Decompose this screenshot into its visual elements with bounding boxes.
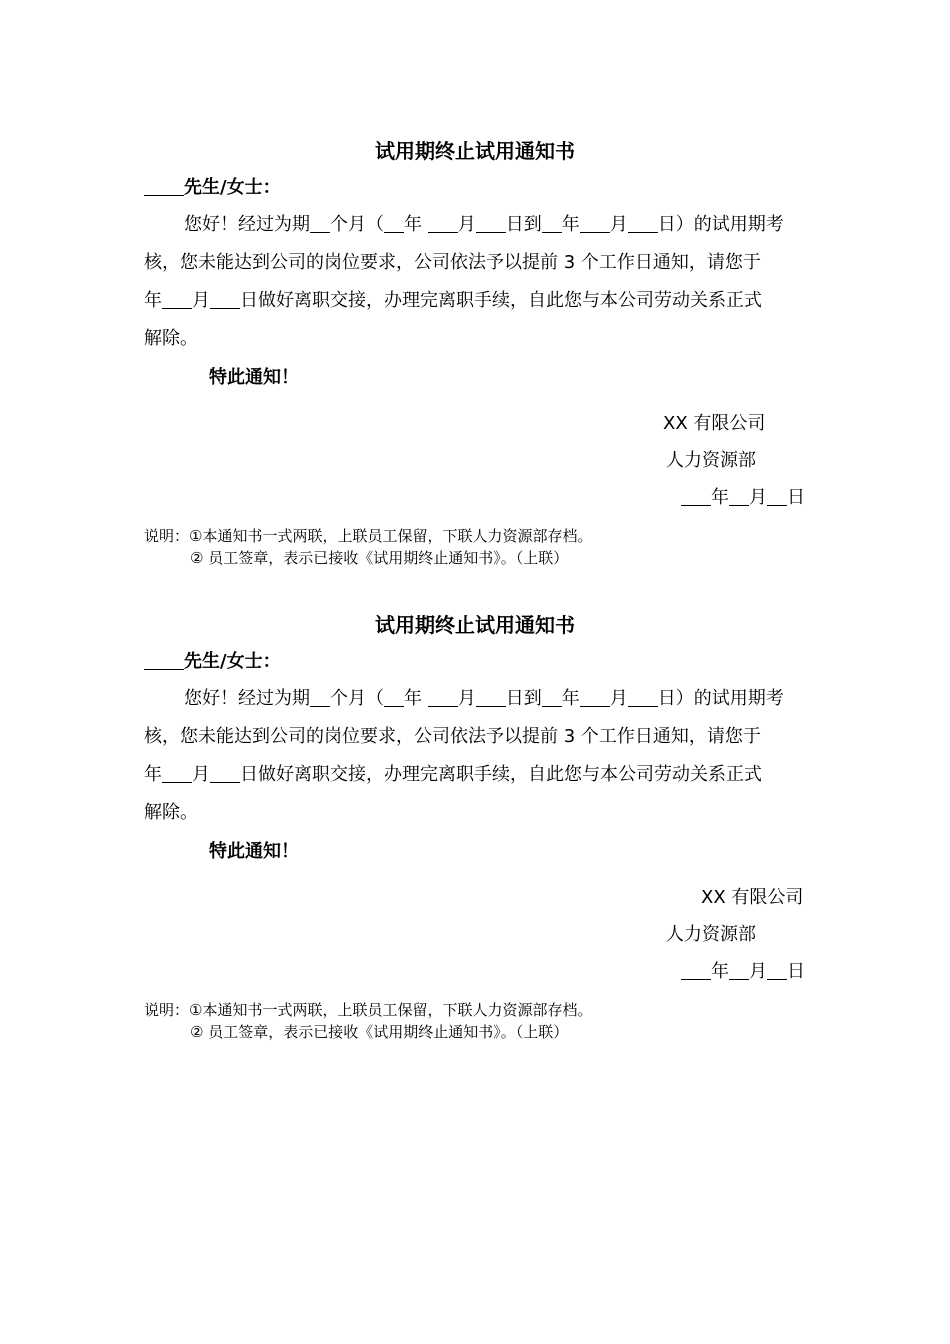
sign-year-blank — [681, 961, 711, 980]
end-day-blank — [628, 214, 658, 233]
signature-date: 年 月 日 — [681, 484, 805, 512]
salutation — [144, 648, 281, 676]
closing: 特此通知！ — [209, 841, 299, 862]
name-blank — [144, 651, 184, 670]
end-year-blank — [542, 688, 562, 707]
note-item-1: ①本通知书一式两联，上联员工保留，下联人力资源部存档。 — [189, 1001, 593, 1019]
body-line-4: 解除。 — [144, 328, 198, 349]
body-line-1: 您好！经过为期 个月（ 年 月 日到 年 月 日）的试用期考 — [184, 214, 784, 235]
salutation-text: 先生/女士： — [184, 651, 281, 672]
signature-date: 年 月 日 — [681, 958, 805, 986]
start-month-blank — [428, 688, 458, 707]
signature-department: 人力资源部 — [666, 924, 756, 945]
notice-lower — [0, 474, 950, 1041]
body-line-4: 解除。 — [144, 802, 198, 823]
start-day-blank — [476, 688, 506, 707]
handover-day-blank — [210, 290, 240, 309]
body-line-2: 核，您未能达到公司的岗位要求，公司依法予以提前 3 个工作日通知，请您于 — [144, 726, 761, 747]
notice-upper — [0, 0, 950, 567]
note-line-1 — [144, 999, 592, 1021]
start-year-blank — [384, 214, 404, 233]
body-line-2: 核，您未能达到公司的岗位要求，公司依法予以提前 3 个工作日通知，请您于 — [144, 252, 761, 273]
signature-company: XX 有限公司 — [663, 413, 766, 434]
end-day-blank — [628, 688, 658, 707]
sign-day-blank — [767, 961, 787, 980]
start-month-blank — [428, 214, 458, 233]
note-item-2: ② 员工签章，表示已接收《试用期终止通知书》。（上联） — [190, 1023, 569, 1041]
note-item-2: ② 员工签章，表示已接收《试用期终止通知书》。（上联） — [190, 549, 569, 567]
notice-title: 试用期终止试用通知书 — [375, 613, 575, 637]
salutation — [144, 174, 281, 202]
end-month-blank — [580, 688, 610, 707]
notice-title: 试用期终止试用通知书 — [375, 139, 575, 163]
sign-month-blank — [729, 961, 749, 980]
end-month-blank — [580, 214, 610, 233]
salutation-text: 先生/女士： — [184, 177, 281, 198]
note-label: 说明： — [144, 527, 190, 545]
signature-company: XX 有限公司 — [701, 887, 804, 908]
months-blank — [310, 214, 330, 233]
closing: 特此通知！ — [209, 367, 299, 388]
note-label: 说明： — [144, 1001, 190, 1019]
signature-department: 人力资源部 — [666, 450, 756, 471]
start-day-blank — [476, 214, 506, 233]
body-line-1: 您好！经过为期 个月（ 年 月 日到 年 月 日）的试用期考 — [184, 688, 784, 709]
handover-day-blank — [210, 764, 240, 783]
end-year-blank — [542, 214, 562, 233]
handover-month-blank — [162, 290, 192, 309]
handover-month-blank — [162, 764, 192, 783]
start-year-blank — [384, 688, 404, 707]
body-line-3: 年 月 日做好离职交接，办理完离职手续，自此您与本公司劳动关系正式 — [144, 764, 762, 785]
note-item-1: ①本通知书一式两联，上联员工保留，下联人力资源部存档。 — [189, 527, 593, 545]
body-line-3: 年 月 日做好离职交接，办理完离职手续，自此您与本公司劳动关系正式 — [144, 290, 762, 311]
name-blank — [144, 177, 184, 196]
months-blank — [310, 688, 330, 707]
